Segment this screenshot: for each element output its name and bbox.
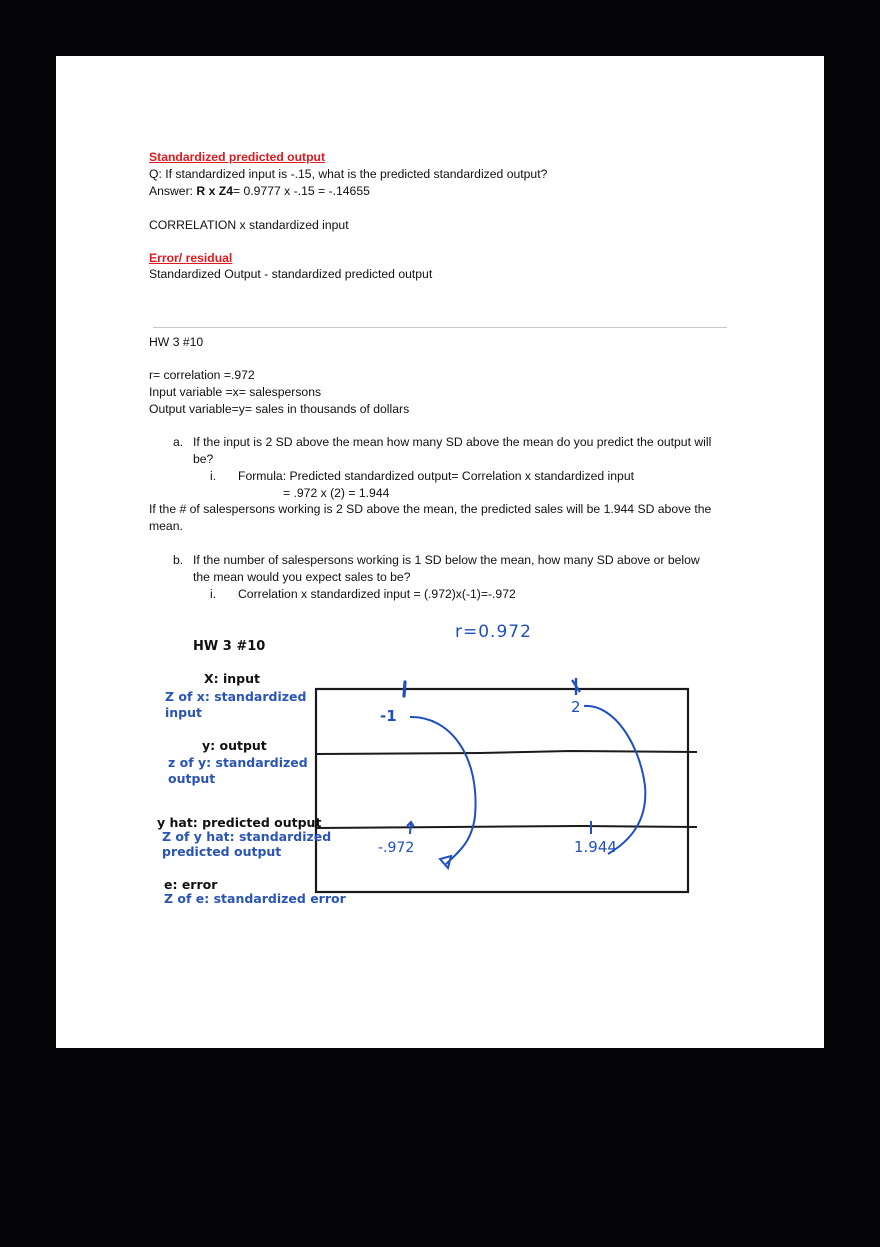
item-a-calculation: = .972 x (2) = 1.944 [283, 486, 390, 500]
label-z-of-x-cont: input [165, 705, 203, 720]
item-a-conclusion-line2: mean. [149, 519, 183, 533]
item-b-i-marker: i. [210, 587, 217, 601]
answer-formula-bold: R x Z4 [196, 184, 233, 198]
item-a-marker: a. [173, 435, 184, 449]
label-z-of-y: z of y: standardized [168, 755, 308, 770]
correlation-note: CORRELATION x standardized input [149, 218, 349, 232]
item-a-formula: Formula: Predicted standardized output= Correlation x standardized input [238, 469, 634, 483]
handwritten-input-right: 2 [571, 698, 581, 716]
label-z-of-y-hat: Z of y hat: standardized [162, 829, 332, 844]
regression-diagram-image [150, 616, 770, 976]
answer-line [149, 183, 370, 199]
diagram-title: HW 3 #10 [193, 639, 266, 654]
document-page [56, 56, 824, 1048]
heading-error-residual: Error/ residual [149, 251, 233, 265]
answer-calculation: = 0.9777 x -.15 = -.14655 [233, 184, 370, 198]
item-b-marker: b. [173, 553, 184, 567]
label-e-error: e: error [164, 877, 218, 892]
output-variable-line: Output variable=y= sales in thousands of dollars [149, 402, 410, 416]
label-z-of-y-hat-cont: predicted output [162, 844, 282, 859]
label-y-hat: y hat: predicted output [157, 815, 322, 830]
item-a-conclusion-line1: If the # of salespersons working is 2 SD above the mean, the predicted sales will be 1.944 SD above the [149, 502, 712, 516]
item-b-question-line1: If the number of salespersons working is 1 SD below the mean, how many SD above or below [193, 553, 700, 567]
question-text: Q: If standardized input is -.15, what is the predicted standardized output? [149, 167, 548, 181]
item-a-i-marker: i. [210, 469, 217, 483]
horizontal-divider [153, 327, 727, 328]
label-z-of-x: Z of x: standardized [165, 689, 307, 704]
label-z-of-y-cont: output [168, 771, 216, 786]
handwritten-predicted-right: 1.944 [574, 838, 617, 856]
diagram-lines [150, 616, 770, 976]
item-b-question-line2: the mean would you expect sales to be? [193, 570, 411, 584]
answer-prefix: Answer: [149, 184, 197, 198]
label-y-output: y: output [202, 738, 267, 753]
item-a-question-line1: If the input is 2 SD above the mean how many SD above the mean do you predict the output will [193, 435, 712, 449]
handwritten-r-annotation: r=0.972 [455, 622, 532, 642]
item-b-formula: Correlation x standardized input = (.972)x(-1)=-.972 [238, 587, 516, 601]
residual-definition: Standardized Output - standardized predicted output [149, 267, 433, 281]
handwritten-predicted-left: -.972 [378, 840, 415, 856]
item-a-question-line2: be? [193, 452, 214, 466]
heading-standardized-predicted-output: Standardized predicted output [149, 150, 326, 164]
label-x-input: X: input [204, 671, 260, 686]
label-z-of-e: Z of e: standardized error [164, 891, 346, 906]
correlation-line: r= correlation =.972 [149, 368, 255, 382]
input-variable-line: Input variable =x= salespersons [149, 385, 322, 399]
hw-title: HW 3 #10 [149, 335, 204, 349]
handwritten-input-left: -1 [380, 707, 397, 725]
